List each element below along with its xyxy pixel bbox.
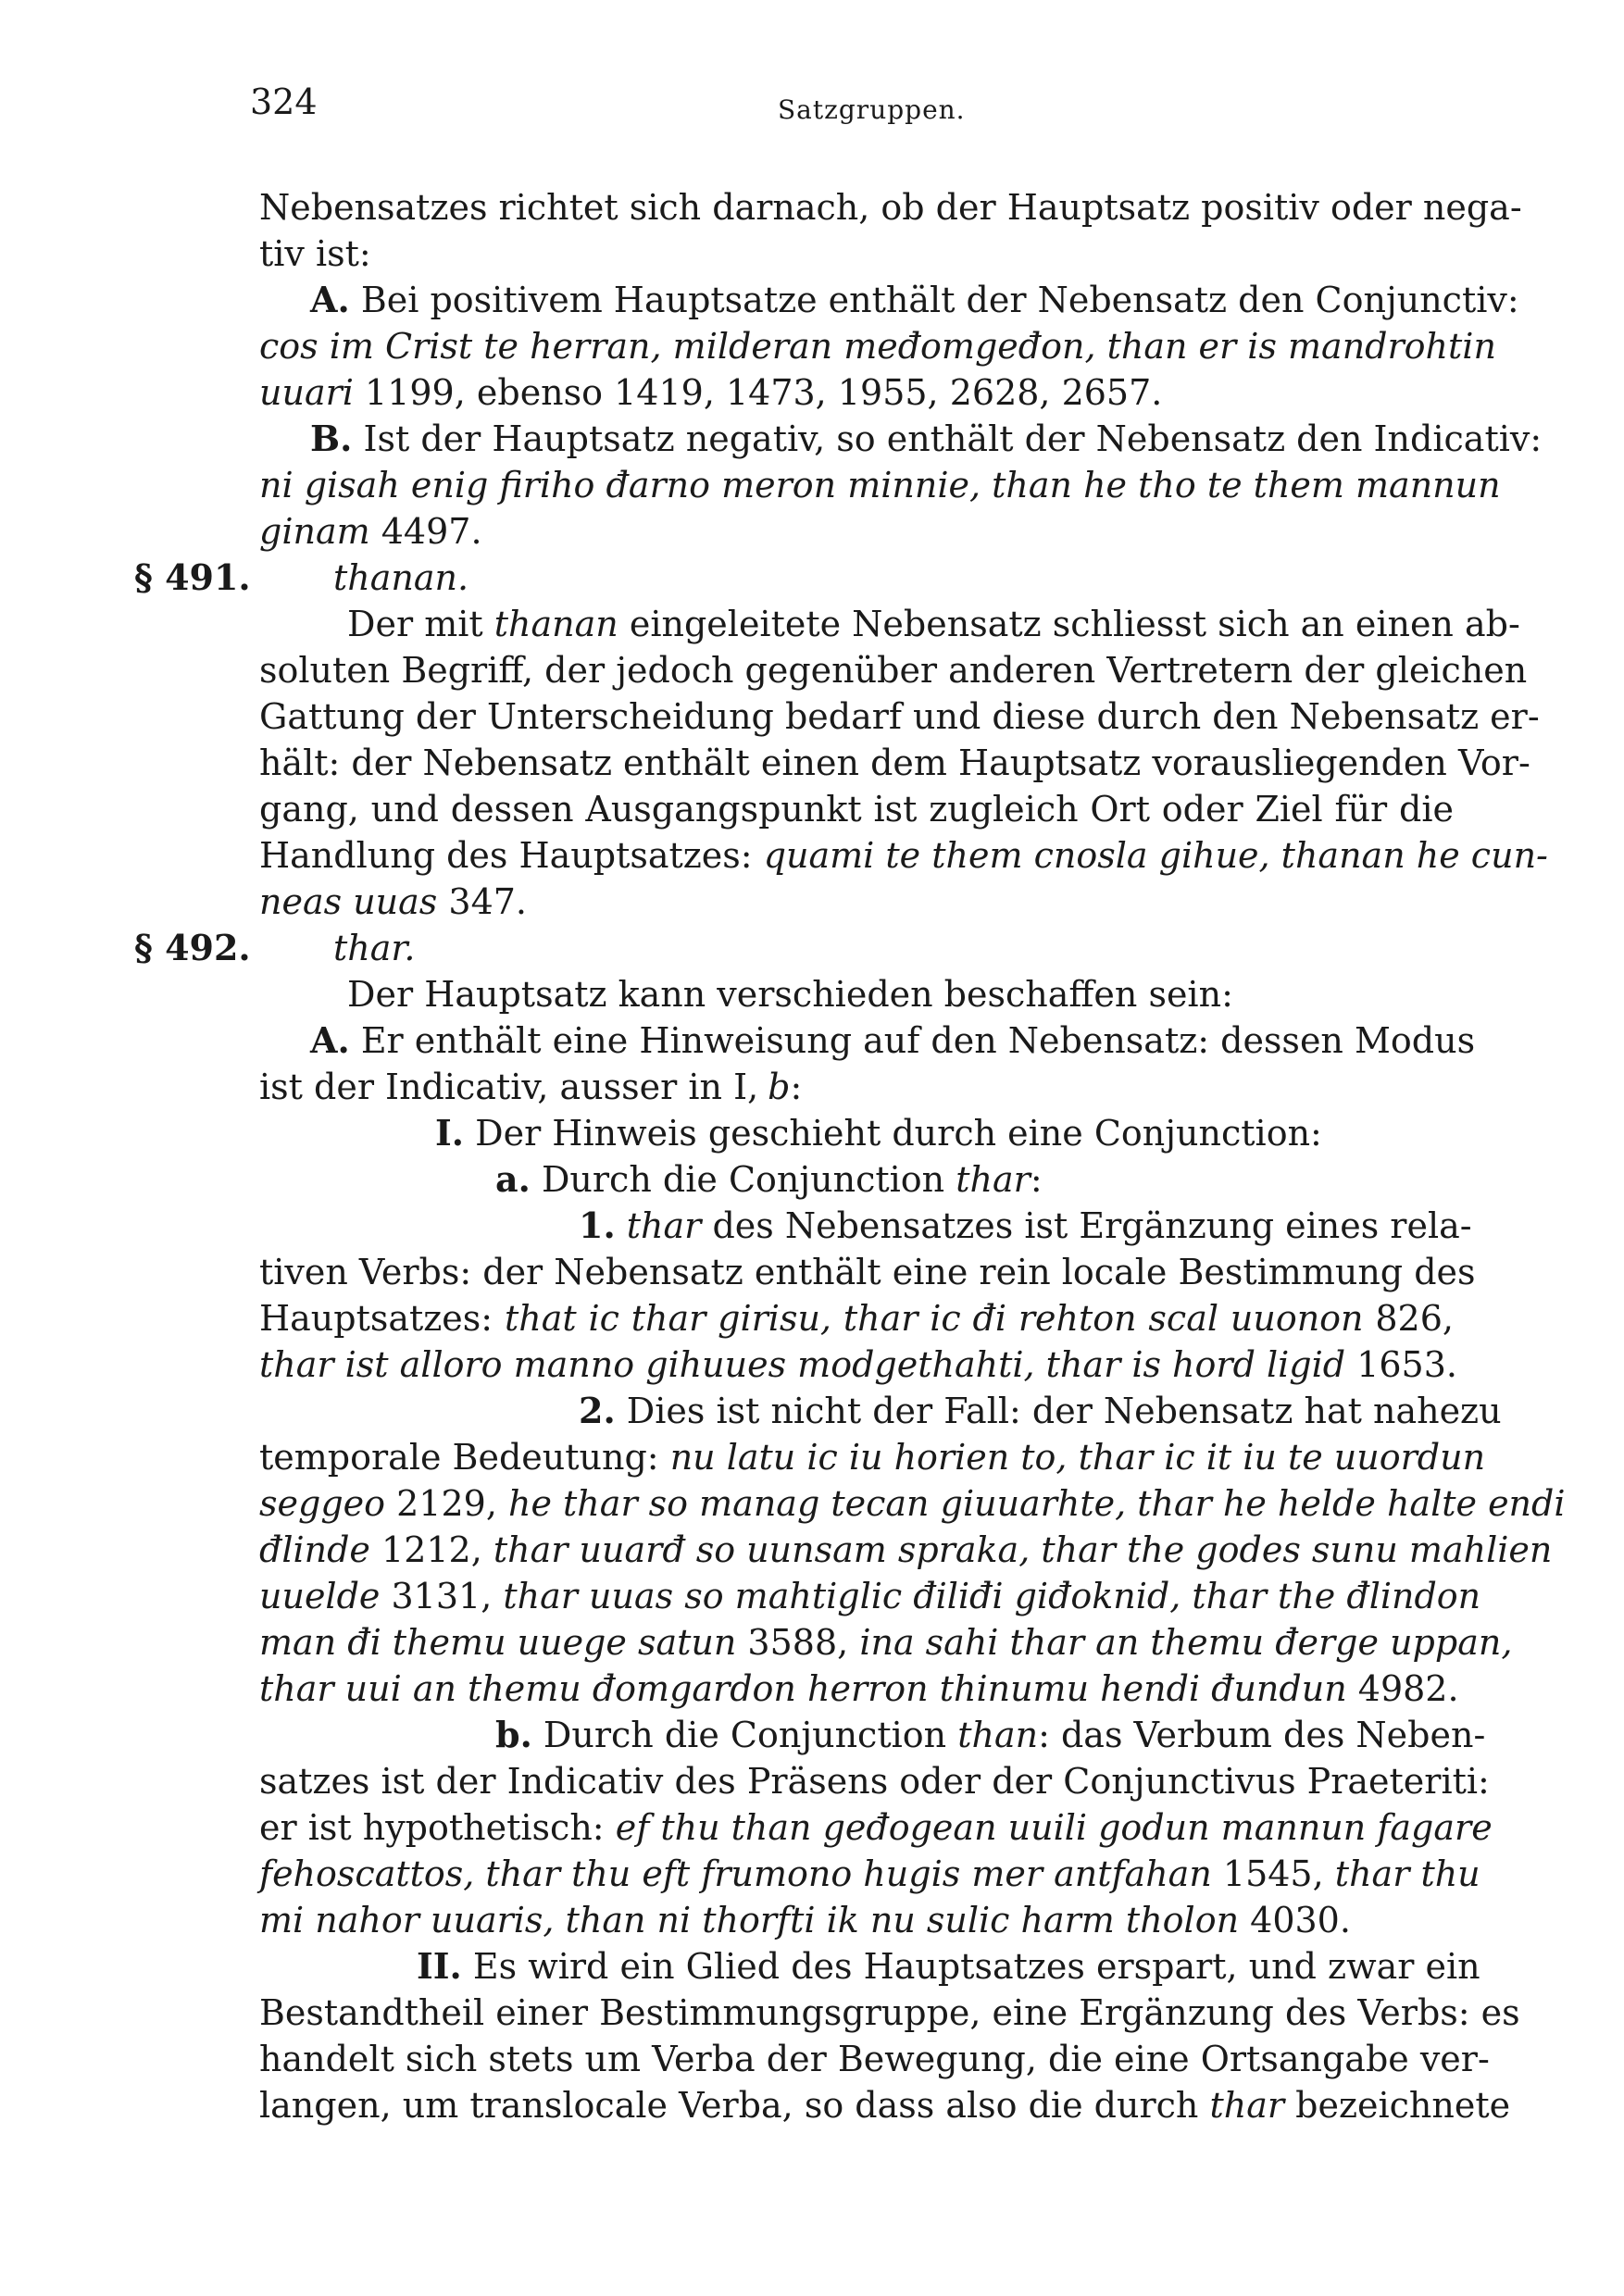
subsection-marker: b. bbox=[495, 1714, 532, 1755]
text-line: mi nahor uuaris, than ni thorfti ik nu sulic harm tholon 4030. bbox=[259, 1900, 1351, 1940]
text-line: Gattung der Unterscheidung bedarf und diese durch den Nebensatz er- bbox=[259, 696, 1540, 737]
text-line: tiv ist: bbox=[259, 233, 371, 274]
text-line: temporale Bedeutung: nu latu ic iu horien to, thar ic it iu te uuordun bbox=[259, 1437, 1486, 1478]
text-line: đlinde 1212, thar uuarđ so uunsam spraka, thar the godes sunu mahlien bbox=[259, 1529, 1553, 1570]
text-line: Handlung des Hauptsatzes: quami te them cnosla gihue, thanan he cun- bbox=[259, 835, 1548, 876]
text-line: 1. thar des Nebensatzes ist Ergänzung eines rela- bbox=[579, 1204, 1472, 1246]
page-header bbox=[250, 81, 1454, 137]
text-line: tiven Verbs: der Nebensatz enthält eine rein locale Bestimmung des bbox=[259, 1252, 1476, 1292]
text-line: 2. Dies ist nicht der Fall: der Nebensatz hat nahezu bbox=[579, 1390, 1502, 1431]
text-line: II. Es wird ein Glied des Hauptsatzes erspart, und zwar ein bbox=[417, 1945, 1480, 1987]
page-number: 324 bbox=[250, 81, 318, 122]
text-line: uuari 1199, ebenso 1419, 1473, 1955, 2628, 2657. bbox=[259, 372, 1163, 413]
subsection-marker: a. bbox=[495, 1158, 531, 1200]
text-line: neas uuas 347. bbox=[259, 881, 528, 922]
text-line: Bestandtheil einer Bestimmungsgruppe, eine Ergänzung des Verbs: es bbox=[259, 1992, 1520, 2033]
text-line: b. Durch die Conjunction than: das Verbum des Neben- bbox=[495, 1714, 1486, 1755]
text-line: I. Der Hinweis geschieht durch eine Conjunction: bbox=[435, 1112, 1322, 1154]
text-line: handelt sich stets um Verba der Bewegung, die eine Ortsangabe ver- bbox=[259, 2039, 1490, 2079]
text-line: Der Hauptsatz kann verschieden beschaffen sein: bbox=[347, 974, 1233, 1015]
text-line: langen, um translocale Verba, so dass also die durch thar bezeichnete bbox=[259, 2085, 1511, 2126]
subsection-marker: 2. bbox=[579, 1390, 616, 1431]
text-line: A. Er enthält eine Hinweisung auf den Nebensatz: dessen Modus bbox=[310, 1019, 1476, 1061]
text-line: fehoscattos, thar thu eft frumono hugis mer antfahan 1545, thar thu bbox=[259, 1853, 1480, 1894]
text-line: satzes ist der Indicativ des Präsens oder der Conjunctivus Praeteriti: bbox=[259, 1761, 1490, 1802]
subsection-marker: 1. bbox=[579, 1204, 616, 1246]
section-number-491: § 491. bbox=[134, 556, 251, 598]
section-number-492: § 492. bbox=[134, 927, 251, 968]
text-line: uuelde 3131, thar uuas so mahtiglic điliđi giđoknid, thar the đlindon bbox=[259, 1576, 1481, 1616]
text-line: seggeo 2129, he thar so manag tecan giuuarhte, thar he helde halte endi bbox=[259, 1483, 1566, 1524]
subsection-marker: II. bbox=[417, 1945, 462, 1987]
subsection-marker: B. bbox=[310, 418, 353, 459]
subsection-marker: A. bbox=[310, 279, 350, 320]
text-line: thar uui an themu đomgardon herron thinumu hendi đundun 4982. bbox=[259, 1668, 1459, 1709]
subsection-marker: A. bbox=[310, 1019, 350, 1061]
running-head: Satzgruppen. bbox=[778, 94, 966, 125]
text-line: gang, und dessen Ausgangspunkt ist zugleich Ort oder Ziel für die bbox=[259, 789, 1454, 830]
text-line: soluten Begriff, der jedoch gegenüber anderen Vertretern der gleichen bbox=[259, 650, 1528, 691]
text-line: a. Durch die Conjunction thar: bbox=[495, 1158, 1043, 1200]
section-title-491: thanan. bbox=[333, 557, 469, 598]
text-line: ist der Indicativ, ausser in I, b: bbox=[259, 1067, 803, 1107]
text-line: ni gisah enig firiho đarno meron minnie, than he tho te them mannun bbox=[259, 465, 1501, 505]
text-line: man đi themu uuege satun 3588, ina sahi thar an themu đerge uppan, bbox=[259, 1622, 1513, 1663]
text-line: ginam 4497. bbox=[259, 511, 482, 552]
text-line: A. Bei positivem Hauptsatze enthält der Nebensatz den Conjunctiv: bbox=[310, 279, 1519, 320]
text-line: Hauptsatzes: that ic thar girisu, thar ic đi rehton scal uuonon 826, bbox=[259, 1298, 1454, 1339]
section-title-492: thar. bbox=[333, 928, 416, 968]
text-line: er ist hypothetisch: ef thu than geđogean uuili godun mannun fagare bbox=[259, 1807, 1493, 1848]
text-line: B. Ist der Hauptsatz negativ, so enthält der Nebensatz den Indicativ: bbox=[310, 418, 1543, 459]
text-line: Nebensatzes richtet sich darnach, ob der Hauptsatz positiv oder nega- bbox=[259, 187, 1522, 228]
text-line: Der mit thanan eingeleitete Nebensatz schliesst sich an einen ab- bbox=[347, 604, 1520, 644]
text-line: cos im Crist te herran, milderan međomgeđon, than er is mandrohtin bbox=[259, 326, 1496, 367]
text-line: thar ist alloro manno gihuues modgethahti, thar is hord ligid 1653. bbox=[259, 1344, 1457, 1385]
text-line: hält: der Nebensatz enthält einen dem Hauptsatz vorausliegenden Vor- bbox=[259, 742, 1530, 783]
subsection-marker: I. bbox=[435, 1112, 465, 1154]
